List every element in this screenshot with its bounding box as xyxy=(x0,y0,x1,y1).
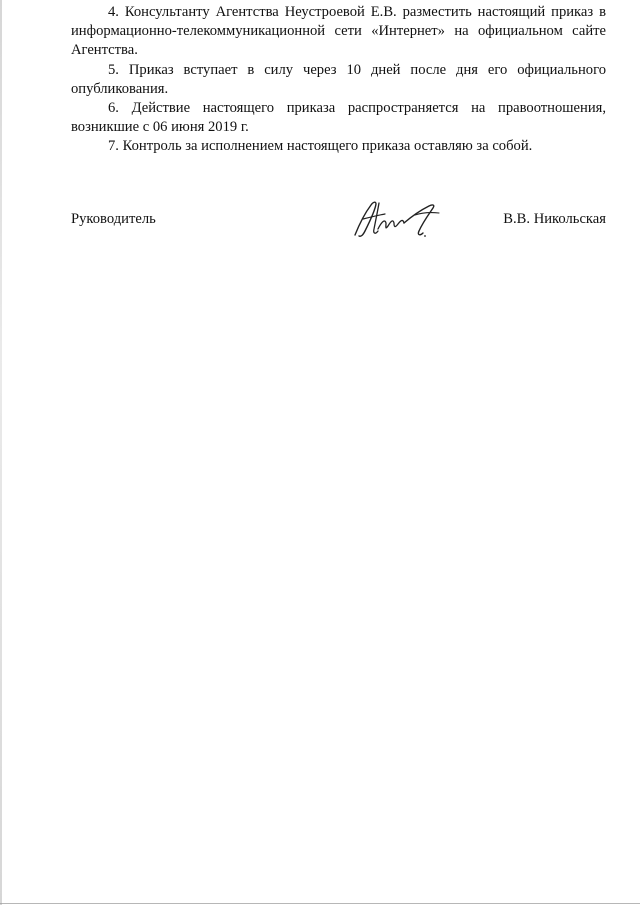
document-body xyxy=(71,3,606,157)
signature-block xyxy=(71,210,606,250)
signatory-name: В.В. Никольская xyxy=(503,211,606,227)
paragraph-item-4: 4. Консультанту Агентства Неустроевой Е.В. разместить настоящий приказ в информационно-телекоммуникационной сети «Интернет» на официальном сайте Агентства. xyxy=(71,4,606,59)
paragraph-item-6: 6. Действие настоящего приказа распространяется на правоотношения, возникшие с 06 июня 2019 г. xyxy=(71,100,606,136)
signatory-title: Руководитель xyxy=(71,211,156,227)
scan-left-edge xyxy=(0,0,2,905)
handwritten-signature xyxy=(349,195,445,243)
paragraph-item-7: 7. Контроль за исполнением настоящего приказа оставляю за собой. xyxy=(108,138,533,155)
paragraph-item-5: 5. Приказ вступает в силу через 10 дней после дня его официального опубликования. xyxy=(71,61,606,97)
scan-bottom-edge xyxy=(0,903,640,904)
signature-drawing xyxy=(349,195,445,243)
